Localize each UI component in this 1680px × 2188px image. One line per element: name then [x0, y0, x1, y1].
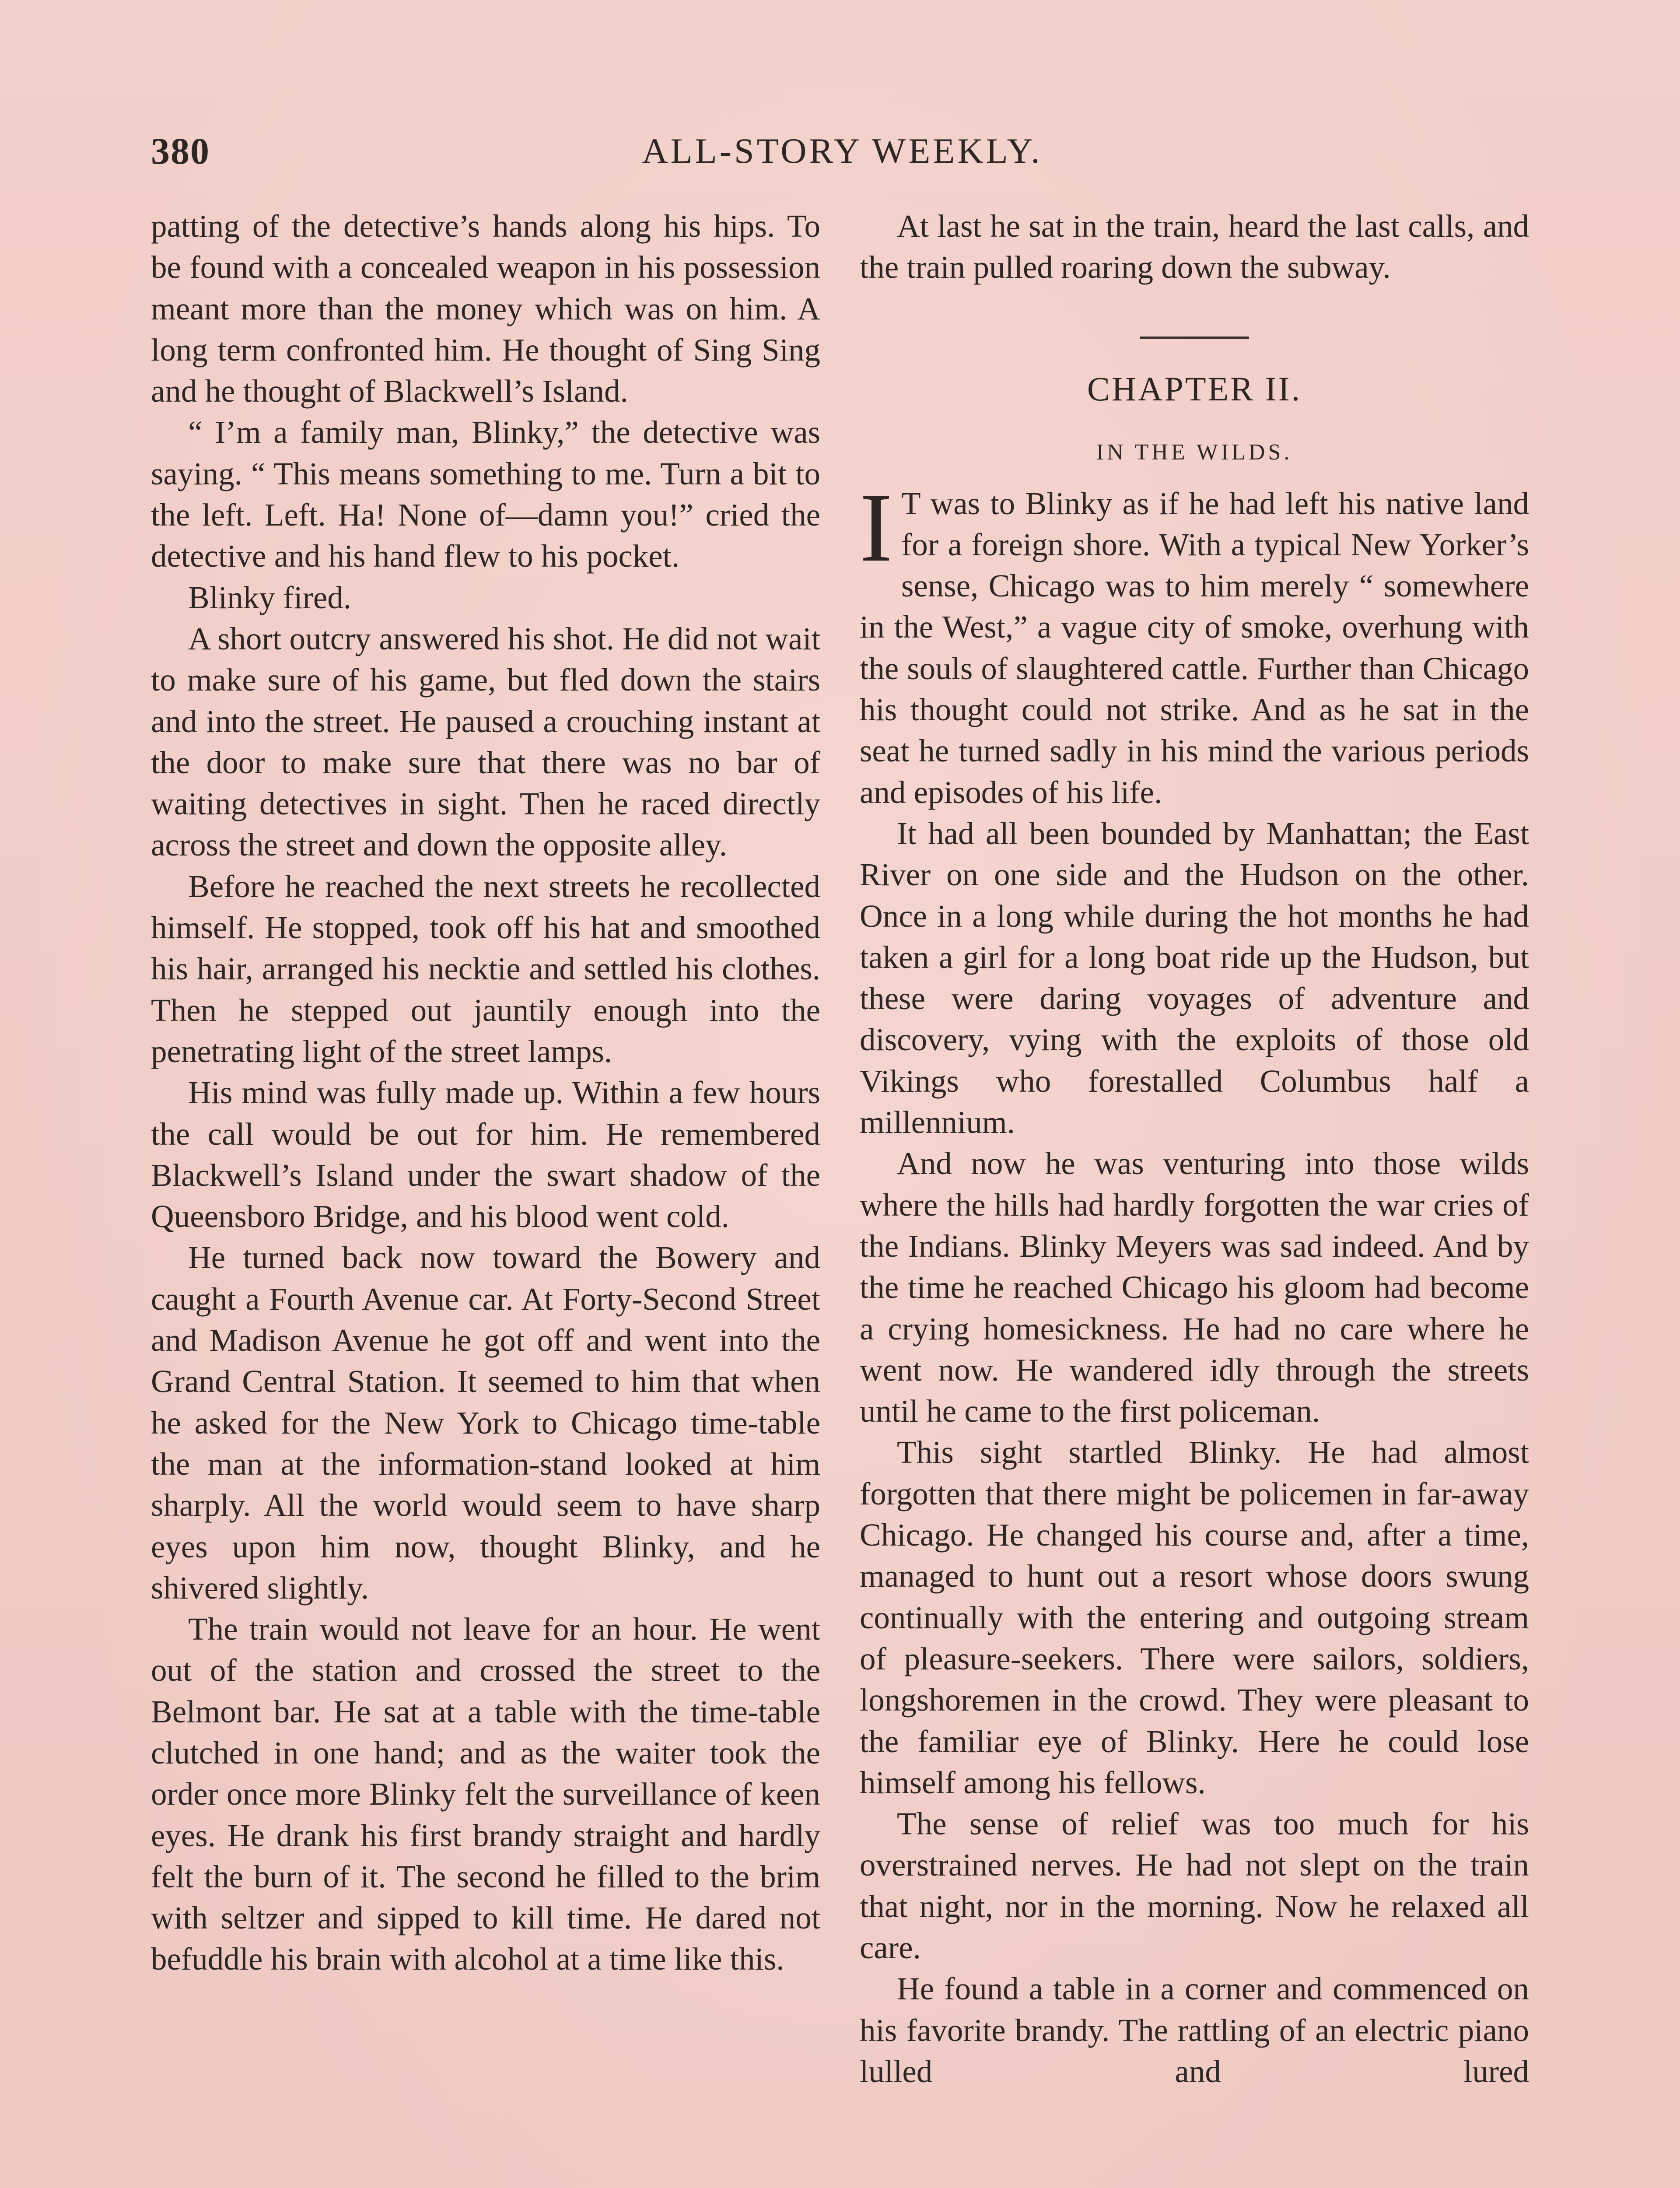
- paragraph: This sight startled Blinky. He had almost forgotten that there might be policemen in far-away Chicago. He changed his course and, after a time, managed to hunt out a resort whose doors swung continually with the entering and outgoing stream of pleasure-seekers. There were sailors, soldiers, longshoremen in the crowd. They were pleasant to the familiar eye of Blinky. Here he could lose himself among his fellows.: [860, 1434, 1529, 1800]
- left-column: [151, 206, 820, 1980]
- chapter-title: CHAPTER II.: [1087, 369, 1302, 408]
- right-column: [860, 206, 1529, 2092]
- chapter-first-paragraph-text: T was to Blinky as if he had left his native land for a foreign shore. With a typical New Yorker’s sense, Chicago was to him merely “ somewhere in the West,” a vague city of smoke, overhung with the souls of slaughtered cattle. Further than Chicago his thought could not strike. And as he sat in the seat he turned sadly in his mind the various periods and episodes of his life.: [860, 485, 1529, 810]
- running-title: ALL-STORY WEEKLY.: [642, 131, 1043, 171]
- section-divider: [1140, 337, 1249, 339]
- paragraph: patting of the detective’s hands along his hips. To be found with a concealed weapon in his possession meant more than the money which was on him. A long term confronted him. He thought of Sing Sing and he thought of Blackwell’s Island.: [151, 208, 820, 409]
- paragraph: Blinky fired.: [188, 579, 352, 615]
- paragraph: The sense of relief was too much for his overstrained nerves. He had not slept on the train that night, nor in the morning. Now he relaxed all care.: [860, 1806, 1529, 1965]
- paragraph: A short outcry answered his shot. He did not wait to make sure of his game, but fled down the stairs and into the street. He paused a crouching instant at the door to make sure that there was no bar of waiting detectives in sight. Then he raced directly across the street and down the opposite alley.: [151, 621, 820, 863]
- paragraph: Before he reached the next streets he recollected himself. He stopped, took off his hat and smoothed his hair, arranged his necktie and settled his clothes. Then he stepped out jauntily enough into the penetrating light of the street lamps.: [151, 868, 820, 1069]
- paragraph: He turned back now toward the Bowery and caught a Fourth Avenue car. At Forty-Second Street and Madison Avenue he got off and went into the Grand Central Station. It seemed to him that when he asked for the New York to Chicago time-table the man at the information-stand looked at him sharply. All the world would seem to have sharp eyes upon him now, thought Blinky, and he shivered slightly.: [151, 1240, 820, 1606]
- page-number: 380: [151, 130, 210, 172]
- chapter-subtitle: IN THE WILDS.: [1096, 439, 1293, 465]
- paragraph: It had all been bounded by Manhattan; the East River on one side and the Hudson on the other. Once in a long while during the hot months he had taken a girl for a long boat ride up the Hudson, but these were daring voyages of adventure and discovery, vying with the exploits of those old Vikings who forestalled Columbus half a millennium.: [860, 815, 1529, 1140]
- paragraph: He found a table in a corner and commenced on his favorite brandy. The rattling of an electric piano lulled and lured: [860, 1971, 1529, 2089]
- paragraph: The train would not leave for an hour. He went out of the station and crossed the street to the Belmont bar. He sat at a table with the time-table clutched in one hand; and as the waiter took the order once more Blinky felt the surveillance of keen eyes. He drank his first brandy straight and hardly felt the burn of it. The second he filled to the brim with seltzer and sipped to kill time. He dared not befuddle his brain with alcohol at a time like this.: [151, 1611, 820, 1977]
- chapter-first-paragraph: [860, 472, 1529, 813]
- drop-cap: I: [860, 472, 892, 582]
- paragraph: His mind was fully made up. Within a few hours the call would be out for him. He remembered Blackwell’s Island under the swart shadow of the Queensboro Bridge, and his blood went cold.: [151, 1075, 820, 1234]
- paragraph: At last he sat in the train, heard the last calls, and the train pulled roaring down the subway.: [860, 208, 1529, 285]
- paragraph: And now he was venturing into those wilds where the hills had hardly forgotten the war cries of the Indians. Blinky Meyers was sad indeed. And by the time he reached Chicago his gloom had become a crying homesickness. He had no care where he went now. He wandered idly through the streets until he came to the first policeman.: [860, 1146, 1529, 1429]
- paragraph: “ I’m a family man, Blinky,” the detective was saying. “ This means something to me. Turn a bit to the left. Left. Ha! None of—damn you!” cried the detective and his hand flew to his pocket.: [151, 414, 820, 574]
- page-header: [151, 125, 1533, 177]
